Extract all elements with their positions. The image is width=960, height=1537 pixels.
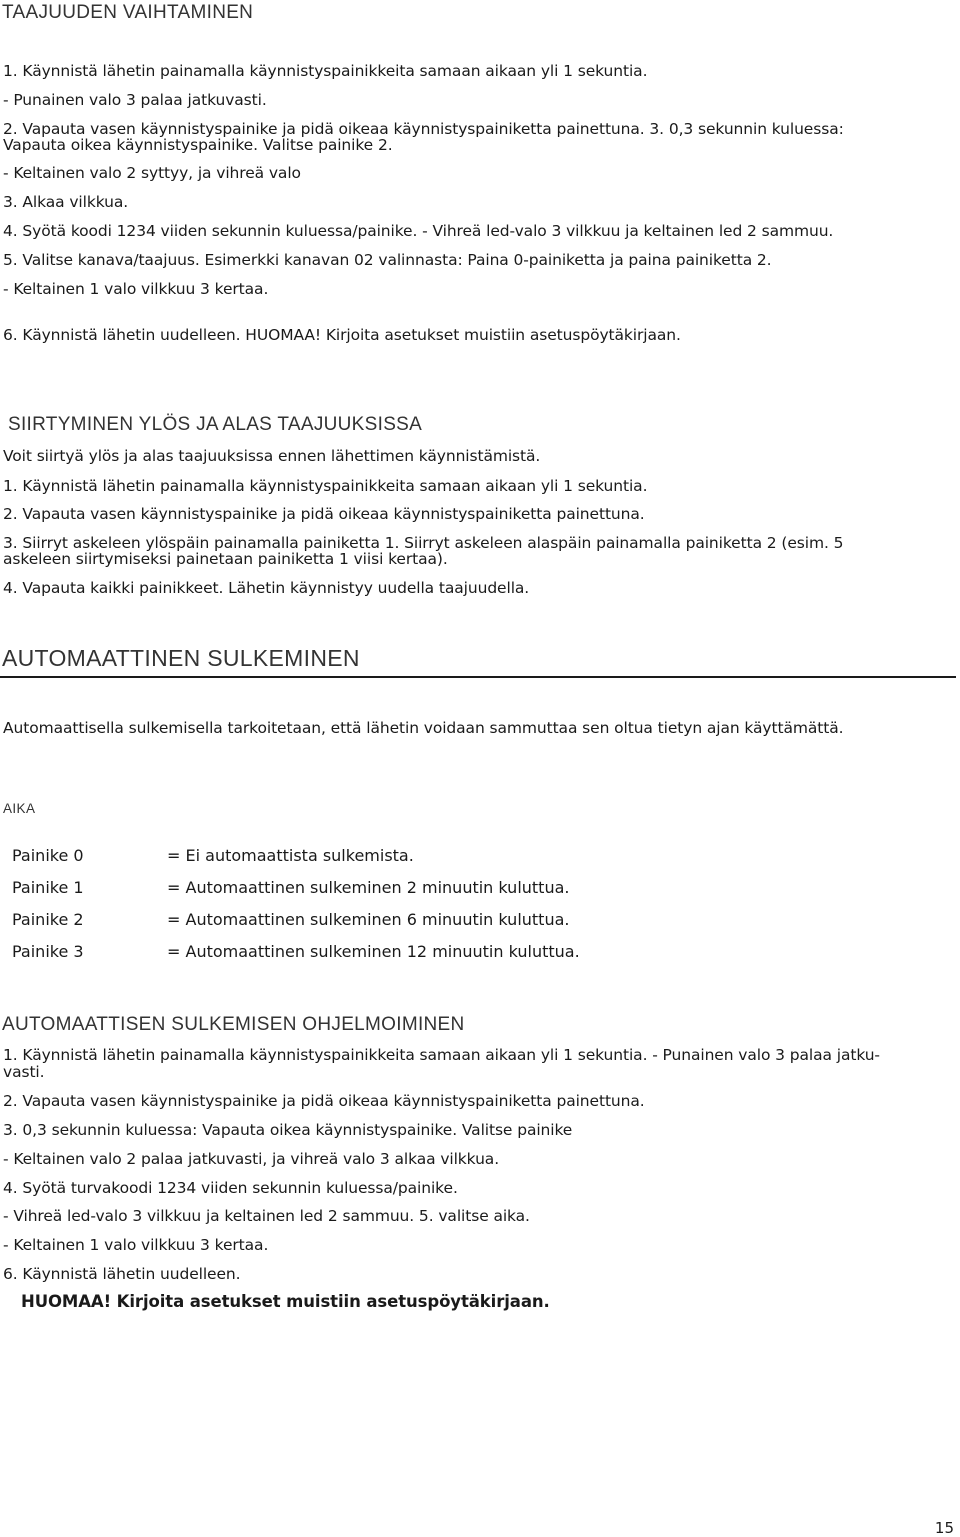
table-cell-button: Painike 3 [12,942,84,961]
table-cell-button: Painike 0 [12,846,84,865]
text-line: 2. Vapauta vasen käynnistyspainike ja pidä oikeaa käynnistyspainiketta painettuna. 3. 0,3 sekunnin kuluessa: [3,120,844,138]
section-heading-auto-shutdown-programming: AUTOMAATTISEN SULKEMISEN OHJELMOIMINEN [2,1014,465,1035]
text-line: 4. Syötä turvakoodi 1234 viiden sekunnin kuluessa/painike. [3,1179,458,1197]
text-line: 2. Vapauta vasen käynnistyspainike ja pidä oikeaa käynnistyspainiketta painettuna. [3,1092,645,1110]
text-line: - Punainen valo 3 palaa jatkuvasti. [3,91,267,109]
text-line: askeleen siirtymiseksi painetaan painiketta 1 viisi kertaa). [3,550,448,568]
text-line: 6. Käynnistä lähetin uudelleen. [3,1265,241,1283]
text-line: 1. Käynnistä lähetin painamalla käynnistyspainikkeita samaan aikaan yli 1 sekuntia. [3,477,648,495]
page-number: 15 [934,1519,954,1537]
text-line: Vapauta oikea käynnistyspainike. Valitse painike 2. [3,136,393,154]
text-line: - Keltainen valo 2 syttyy, ja vihreä valo [3,164,301,182]
text-line: vasti. [3,1063,45,1081]
subheading-time: AIKA [3,801,36,816]
table-cell-description: = Automaattinen sulkeminen 6 minuutin kuluttua. [167,910,570,929]
table-cell-button: Painike 2 [12,910,84,929]
table-cell-description: = Ei automaattista sulkemista. [167,846,414,865]
text-line: 3. Siirryt askeleen ylöspäin painamalla painiketta 1. Siirryt askeleen alaspäin painamalla painiketta 2 (esim. 5 [3,534,844,552]
text-line: - Keltainen 1 valo vilkkuu 3 kertaa. [3,1236,269,1254]
text-line: - Keltainen valo 2 palaa jatkuvasti, ja vihreä valo 3 alkaa vilkkua. [3,1150,500,1168]
text-line: 6. Käynnistä lähetin uudelleen. HUOMAA! Kirjoita asetukset muistiin asetuspöytäkirjaan. [3,326,681,344]
text-line: 3. Alkaa vilkkua. [3,193,129,211]
text-line: 4. Syötä koodi 1234 viiden sekunnin kuluessa/painike. - Vihreä led-valo 3 vilkkuu ja keltainen led 2 sammuu. [3,222,834,240]
text-line: - Vihreä led-valo 3 vilkkuu ja keltainen led 2 sammuu. 5. valitse aika. [3,1207,530,1225]
table-cell-description: = Automaattinen sulkeminen 2 minuutin kuluttua. [167,878,570,897]
note-text: HUOMAA! Kirjoita asetukset muistiin asetuspöytäkirjaan. [21,1292,550,1311]
table-cell-button: Painike 1 [12,878,84,897]
text-line: 5. Valitse kanava/taajuus. Esimerkki kanavan 02 valinnasta: Paina 0-painiketta ja paina painiketta 2. [3,251,772,269]
section-heading-frequency-stepping: SIIRTYMINEN YLÖS JA ALAS TAAJUUKSISSA [8,414,423,435]
text-line: 4. Vapauta kaikki painikkeet. Lähetin käynnistyy uudella taajuudella. [3,579,530,597]
text-line: 3. 0,3 sekunnin kuluessa: Vapauta oikea käynnistyspainike. Valitse painike [3,1121,573,1139]
intro-text: Automaattisella sulkemisella tarkoitetaan, että lähetin voidaan sammuttaa sen oltua tietyn ajan käyttämättä. [3,719,844,737]
heading-divider [0,676,956,678]
text-line: 1. Käynnistä lähetin painamalla käynnistyspainikkeita samaan aikaan yli 1 sekuntia. - Punainen valo 3 palaa jatku- [3,1046,880,1064]
section-heading-frequency-change: TAAJUUDEN VAIHTAMINEN [2,2,254,23]
text-line: 1. Käynnistä lähetin painamalla käynnistyspainikkeita samaan aikaan yli 1 sekuntia. [3,62,648,80]
text-line: Voit siirtyä ylös ja alas taajuuksissa ennen lähettimen käynnistämistä. [3,447,541,465]
text-line: 2. Vapauta vasen käynnistyspainike ja pidä oikeaa käynnistyspainiketta painettuna. [3,505,645,523]
text-line: - Keltainen 1 valo vilkkuu 3 kertaa. [3,280,269,298]
section-heading-auto-shutdown: AUTOMAATTINEN SULKEMINEN [2,645,360,671]
table-cell-description: = Automaattinen sulkeminen 12 minuutin kuluttua. [167,942,580,961]
